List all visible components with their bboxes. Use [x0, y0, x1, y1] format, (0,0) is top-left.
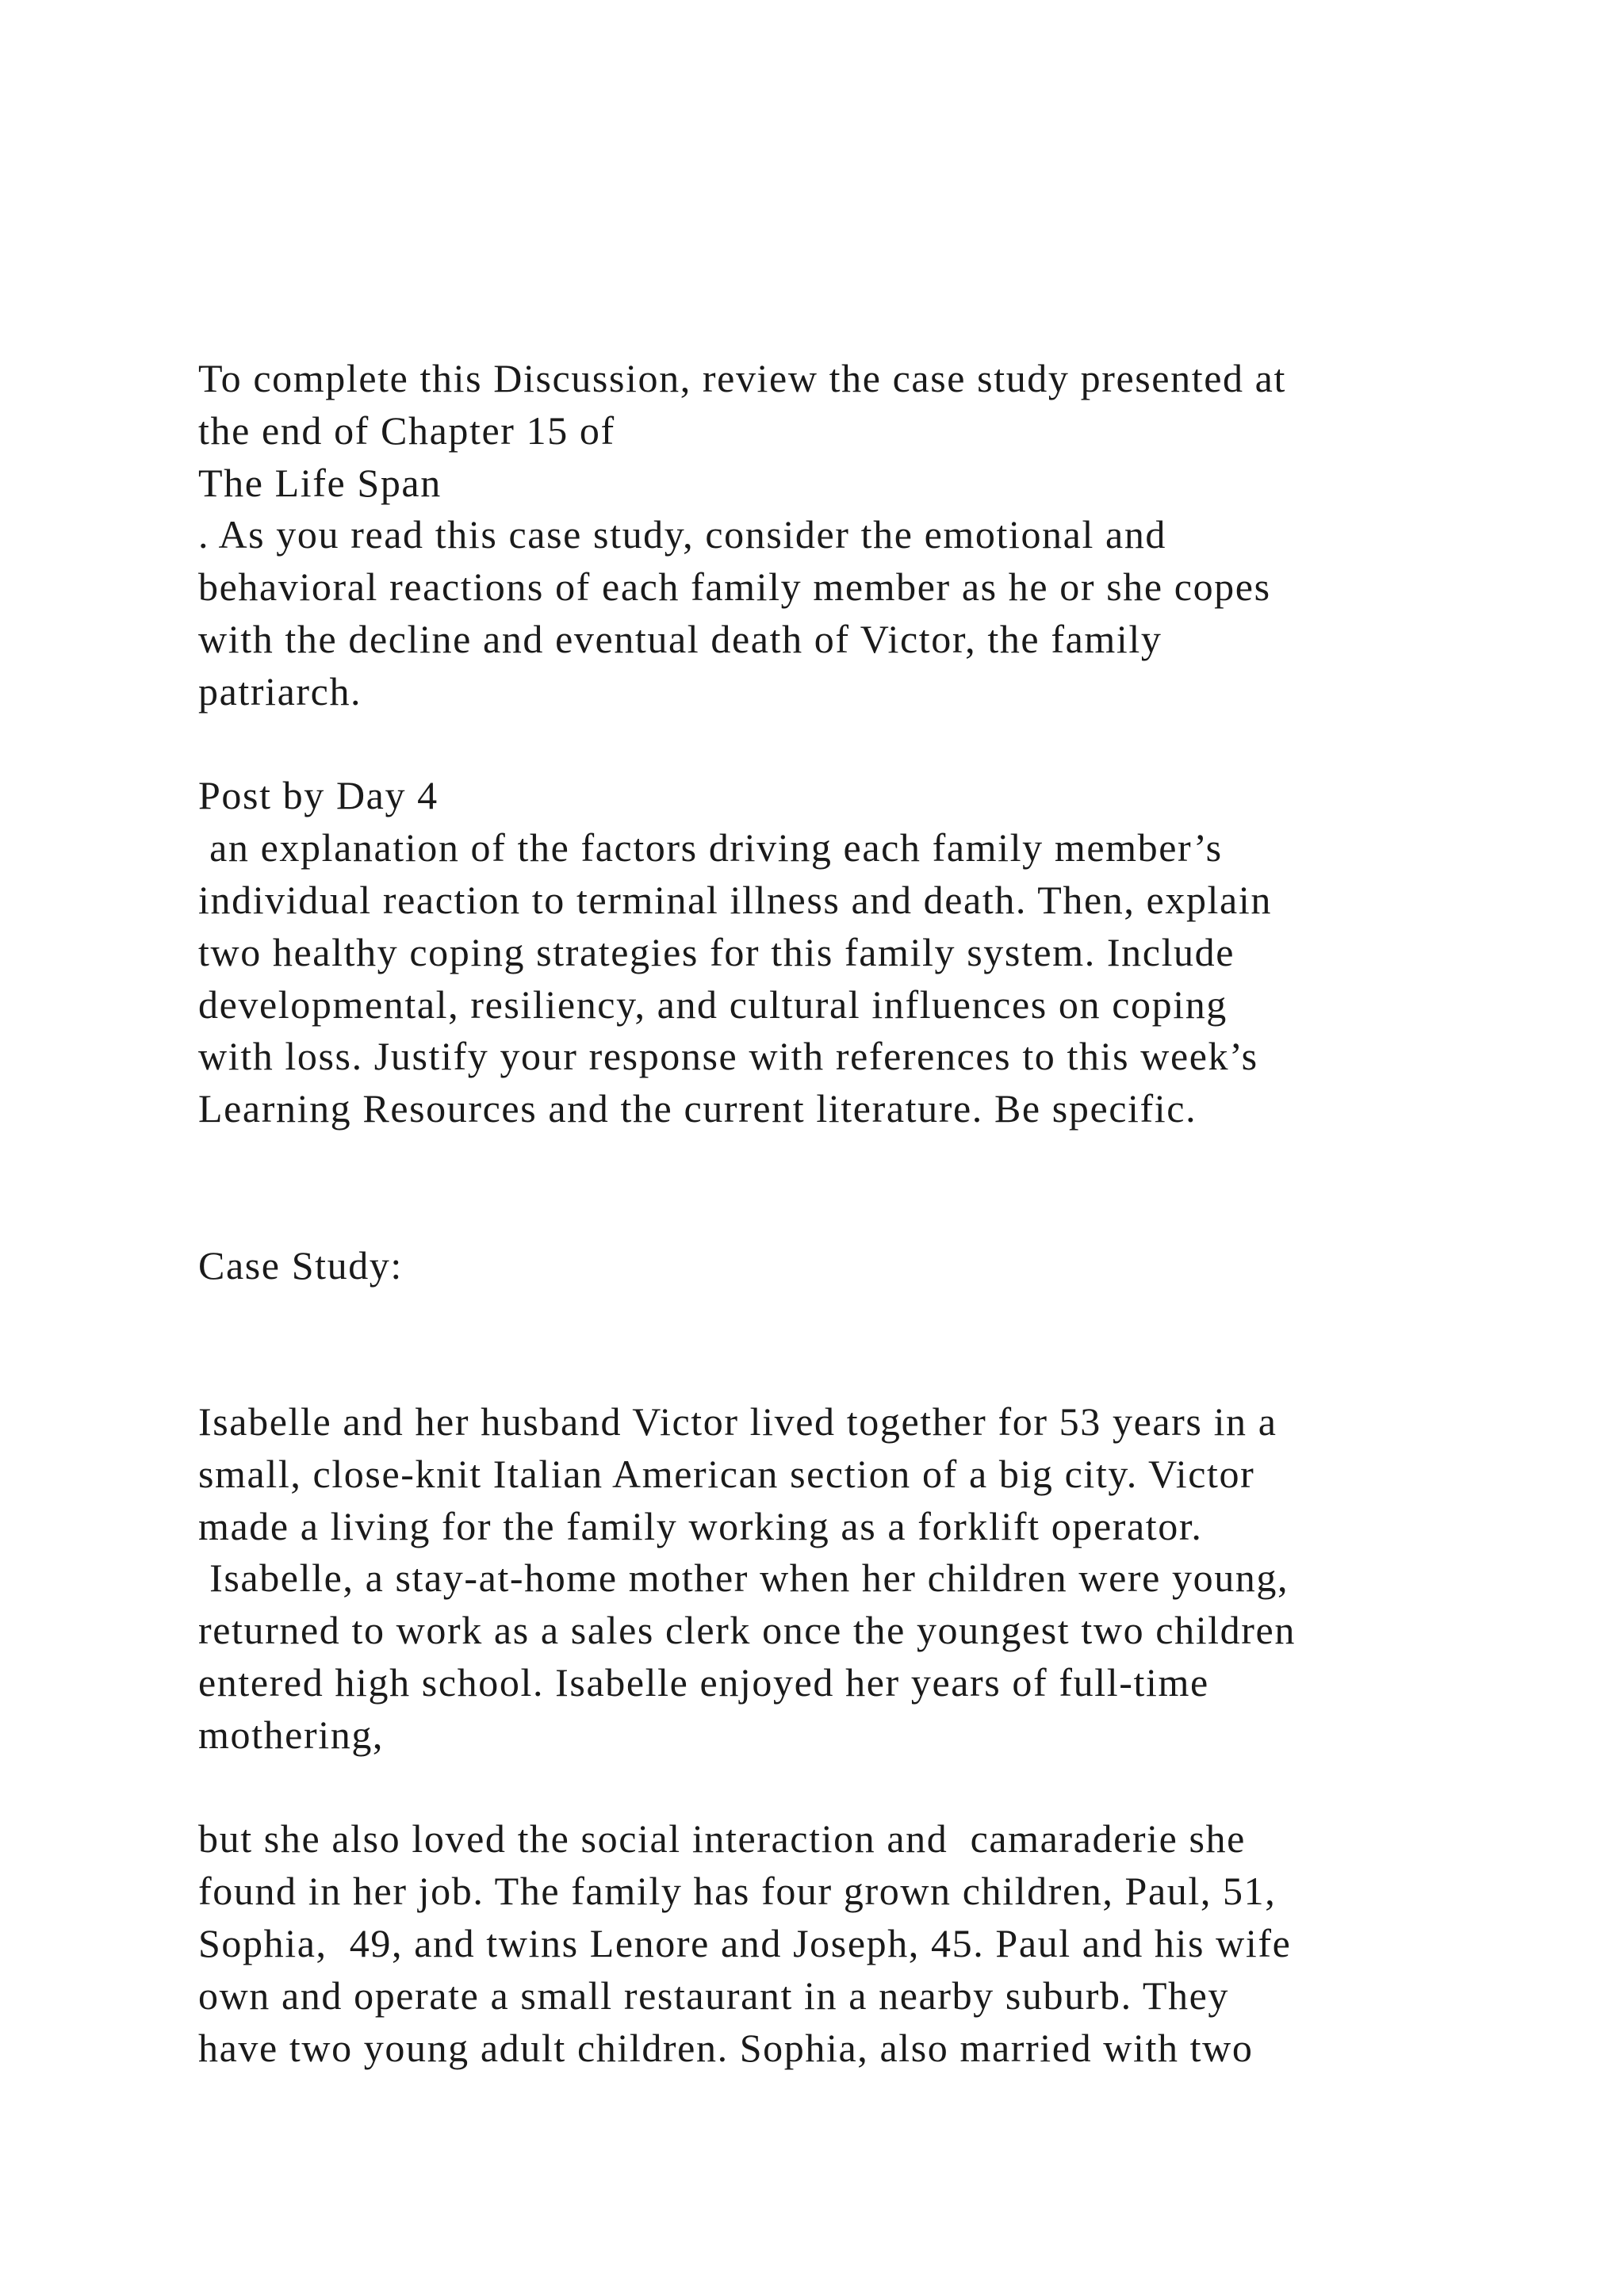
paragraph-gap [198, 1188, 1546, 1240]
intro-paragraph [198, 353, 1546, 718]
paragraph-gap [198, 1292, 1546, 1344]
text-line: developmental, resiliency, and cultural influences on coping [198, 982, 1228, 1027]
text-line: have two young adult children. Sophia, also married with two [198, 2025, 1254, 2070]
post-heading: Post by Day 4 [198, 773, 439, 818]
text-line: Isabelle and her husband Victor lived together for 53 years in a [198, 1399, 1277, 1444]
case-study-heading: Case Study: [198, 1242, 403, 1288]
post-instructions [198, 770, 1546, 1135]
book-title: The Life Span [198, 460, 442, 505]
text-line: an explanation of the factors driving each family member’s [198, 825, 1223, 871]
text-line: two healthy coping strategies for this family system. Include [198, 929, 1235, 974]
text-line: mothering, [198, 1712, 385, 1757]
text-line: Isabelle, a stay-at-home mother when her children were young, [198, 1556, 1289, 1601]
text-line: found in her job. The family has four grown children, Paul, 51, [198, 1869, 1277, 1914]
case-paragraph-1 [198, 1396, 1546, 1762]
text-line: . As you read this case study, consider the emotional and [198, 512, 1167, 557]
paragraph-gap [198, 718, 1546, 771]
text-line: To complete this Discussion, review the case study presented at [198, 356, 1286, 400]
text-line: entered high school. Isabelle enjoyed her years of full-time [198, 1659, 1209, 1705]
text-line: returned to work as a sales clerk once the youngest two children [198, 1608, 1296, 1653]
text-line: patriarch. [198, 668, 362, 714]
document-page [198, 353, 1546, 2074]
text-line: small, close-knit Italian American section of a big city. Victor [198, 1451, 1255, 1496]
text-line: individual reaction to terminal illness and death. Then, explain [198, 877, 1272, 922]
text-line: Learning Resources and the current literature. Be specific. [198, 1086, 1197, 1131]
text-line: with the decline and eventual death of Victor, the family [198, 616, 1162, 661]
case-paragraph-2 [198, 1813, 1546, 2074]
text-line: Sophia, 49, and twins Lenore and Joseph, 45. Paul and his wife [198, 1920, 1292, 1965]
text-line: behavioral reactions of each family member as he or she copes [198, 564, 1271, 610]
paragraph-gap [198, 1344, 1546, 1396]
text-line: the end of Chapter 15 of [198, 408, 615, 453]
paragraph-gap [198, 1135, 1546, 1188]
paragraph-gap [198, 1762, 1546, 1814]
text-line: own and operate a small restaurant in a nearby suburb. They [198, 1973, 1230, 2018]
text-line: made a living for the family working as a forklift operator. [198, 1503, 1203, 1548]
text-line: but she also loved the social interaction and camaraderie she [198, 1816, 1246, 1862]
text-line: with loss. Justify your response with references to this week’s [198, 1034, 1258, 1079]
